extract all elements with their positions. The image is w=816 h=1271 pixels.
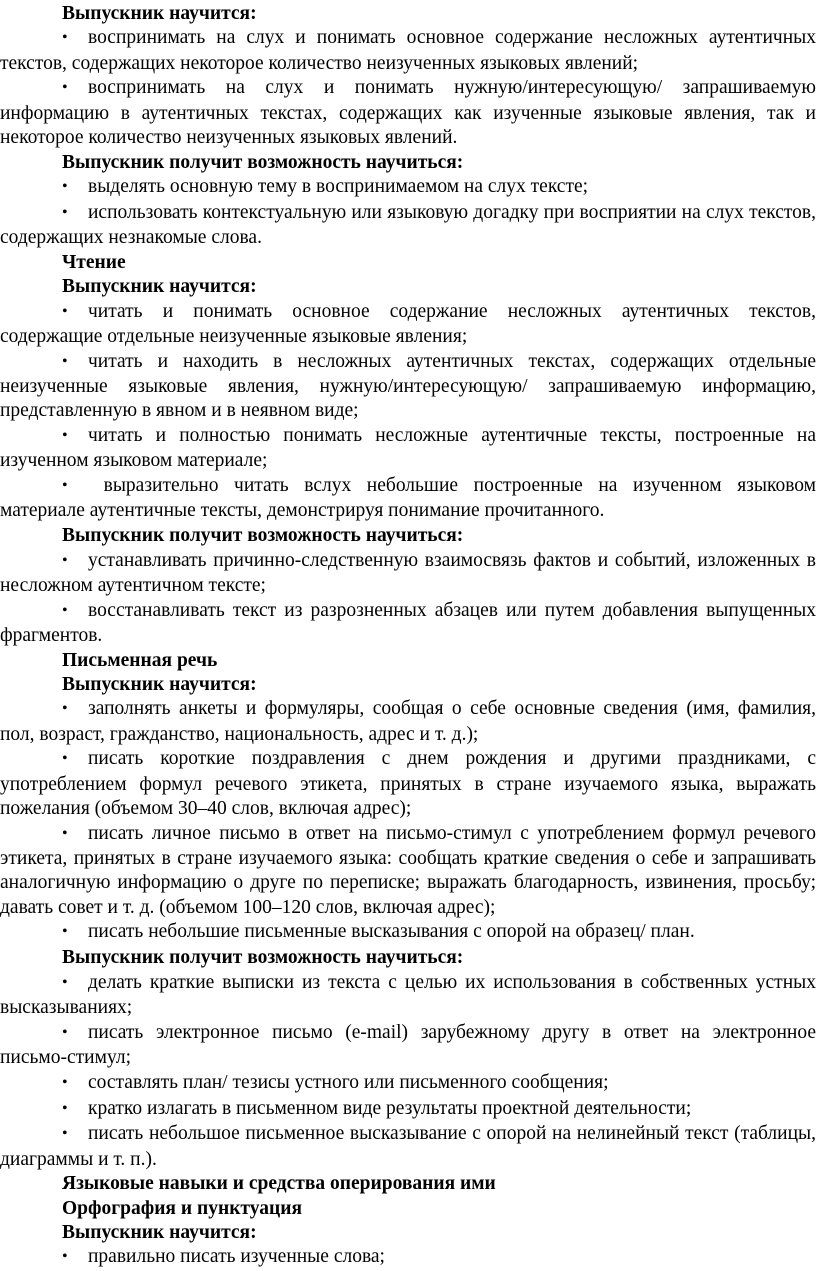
bullet-icon bbox=[62, 747, 88, 772]
bullet-text: делать краткие выписки из текста с целью их использования в собственных устных высказываниях; bbox=[0, 971, 816, 1018]
bullet-icon bbox=[62, 350, 88, 375]
heading-text: Письменная речь bbox=[62, 649, 218, 671]
bullet-text: восстанавливать текст из разрозненных абзацев или путем добавления выпущенных фрагментов. bbox=[0, 599, 816, 646]
bullet-icon bbox=[62, 300, 88, 325]
bullet-icon bbox=[62, 1021, 88, 1046]
bullet-icon bbox=[62, 474, 88, 499]
bullet-icon bbox=[62, 549, 88, 574]
bullet-icon bbox=[62, 920, 88, 945]
bullet-paragraph bbox=[0, 300, 816, 350]
section-heading bbox=[0, 946, 816, 970]
section-heading bbox=[0, 1172, 816, 1196]
heading-text: Чтение bbox=[62, 251, 126, 273]
bullet-paragraph bbox=[0, 76, 816, 150]
section-heading bbox=[0, 275, 816, 299]
bullet-paragraph bbox=[0, 474, 816, 524]
heading-text: Выпускник научится: bbox=[62, 276, 257, 298]
bullet-text: выделять основную тему в воспринимаемом на слух тексте; bbox=[88, 176, 589, 198]
bullet-icon bbox=[62, 424, 88, 449]
heading-text: Выпускник научится: bbox=[62, 3, 257, 24]
section-heading bbox=[0, 1197, 816, 1221]
bullet-paragraph bbox=[0, 1071, 816, 1097]
bullet-icon bbox=[62, 599, 88, 624]
bullet-text: воспринимать на слух и понимать нужную/интересующую/ запрашиваемую информацию в аутентичных текстах, содержащих как изученные языковые явления, так и некоторое количество неизученных языковых явлений. bbox=[0, 77, 816, 148]
bullet-paragraph bbox=[0, 175, 816, 201]
bullet-text: писать небольшие письменные высказывания с опорой на образец/ план. bbox=[88, 921, 695, 943]
heading-text: Орфография и пунктуация bbox=[62, 1197, 303, 1219]
bullet-icon bbox=[62, 822, 88, 847]
bullet-paragraph bbox=[0, 1021, 816, 1071]
bullet-paragraph bbox=[0, 697, 816, 747]
bullet-paragraph bbox=[0, 1122, 816, 1172]
bullet-paragraph bbox=[0, 201, 816, 251]
bullet-text: заполнять анкеты и формуляры, сообщая о себе основные сведения (имя, фамилия, пол, возраст, гражданство, национальность, адрес и т. д.); bbox=[0, 698, 816, 745]
bullet-paragraph bbox=[0, 920, 816, 946]
bullet-paragraph bbox=[0, 599, 816, 649]
section-heading bbox=[0, 649, 816, 673]
bullet-icon bbox=[62, 175, 88, 200]
bullet-paragraph bbox=[0, 747, 816, 821]
bullet-text: писать короткие поздравления с днем рождения и другими праздниками, с употреблением формул речевого этикета, принятых в стране изучаемого языка, выражать пожелания (объемом 30–40 слов, включая адрес); bbox=[0, 748, 816, 819]
bullet-icon bbox=[62, 201, 88, 226]
bullet-paragraph bbox=[0, 1245, 816, 1271]
bullet-text: составлять план/ тезисы устного или письменного сообщения; bbox=[88, 1071, 609, 1093]
heading-text: Выпускник получит возможность научиться: bbox=[62, 525, 464, 547]
heading-text: Языковые навыки и средства оперирования ими bbox=[62, 1173, 496, 1195]
bullet-paragraph bbox=[0, 424, 816, 474]
bullet-paragraph bbox=[0, 1097, 816, 1123]
bullet-icon bbox=[62, 697, 88, 722]
bullet-text: использовать контекстуальную или языковую догадку при восприятии на слух текстов, содержащих незнакомые слова. bbox=[0, 201, 816, 249]
section-heading bbox=[0, 673, 816, 697]
bullet-text: воспринимать на слух и понимать основное содержание несложных аутентичных текстов, содержащих некоторое количество неизученных языковых явлений; bbox=[0, 27, 816, 74]
heading-text: Выпускник научится: bbox=[62, 1222, 257, 1244]
bullet-icon bbox=[62, 1122, 88, 1147]
bullet-icon bbox=[62, 76, 88, 101]
bullet-text: кратко излагать в письменном виде результаты проектной деятельности; bbox=[88, 1097, 692, 1119]
heading-text: Выпускник научится: bbox=[62, 674, 257, 696]
bullet-text: читать и понимать основное содержание несложных аутентичных текстов, содержащие отдельные неизученные языковые явления; bbox=[0, 300, 816, 347]
bullet-icon bbox=[62, 26, 88, 51]
bullet-text: читать и находить в несложных аутентичных текстах, содержащих отдельные неизученные языковые явления, нужную/интересующую/ запрашиваемую информацию, представленную в явном и в неявном виде; bbox=[0, 350, 816, 422]
bullet-paragraph bbox=[0, 26, 816, 76]
bullet-paragraph bbox=[0, 971, 816, 1021]
bullet-text: выразительно читать вслух небольшие построенные на изученном языковом материале аутентичные тексты, демонстрируя понимание прочитанного. bbox=[0, 475, 816, 522]
bullet-icon bbox=[62, 1071, 88, 1096]
section-heading bbox=[0, 151, 816, 175]
bullet-text: устанавливать причинно-следственную взаимосвязь фактов и событий, изложенных в несложном аутентичном тексте; bbox=[0, 549, 816, 596]
bullet-text: правильно писать изученные слова; bbox=[88, 1246, 385, 1268]
section-heading bbox=[0, 251, 816, 275]
bullet-text: писать личное письмо в ответ на письмо-стимул с употреблением формул речевого этикета, принятых в стране изучаемого языка: сообщать краткие сведения о себе и запрашивать аналогичную информацию о друге по переписке; выражать благодарность, извинения, просьбу; давать совет и т. д. (объемом 100–120 слов, включая адрес); bbox=[0, 822, 816, 918]
bullet-text: писать электронное письмо (e-mail) зарубежному другу в ответ на электронное письмо-стимул; bbox=[0, 1021, 816, 1068]
section-heading bbox=[0, 2, 816, 26]
bullet-icon bbox=[62, 1097, 88, 1122]
heading-text: Выпускник получит возможность научиться: bbox=[62, 151, 464, 173]
bullet-paragraph bbox=[0, 822, 816, 921]
bullet-paragraph bbox=[0, 549, 816, 599]
bullet-icon bbox=[62, 1245, 88, 1270]
heading-text: Выпускник получит возможность научиться: bbox=[62, 947, 464, 969]
bullet-text: писать небольшое письменное высказывание с опорой на нелинейный текст (таблицы, диаграммы и т. п.). bbox=[0, 1123, 816, 1170]
section-heading bbox=[0, 524, 816, 548]
bullet-paragraph bbox=[0, 350, 816, 424]
bullet-icon bbox=[62, 971, 88, 996]
bullet-text: читать и полностью понимать несложные аутентичные тексты, построенные на изученном языковом материале; bbox=[0, 425, 816, 472]
